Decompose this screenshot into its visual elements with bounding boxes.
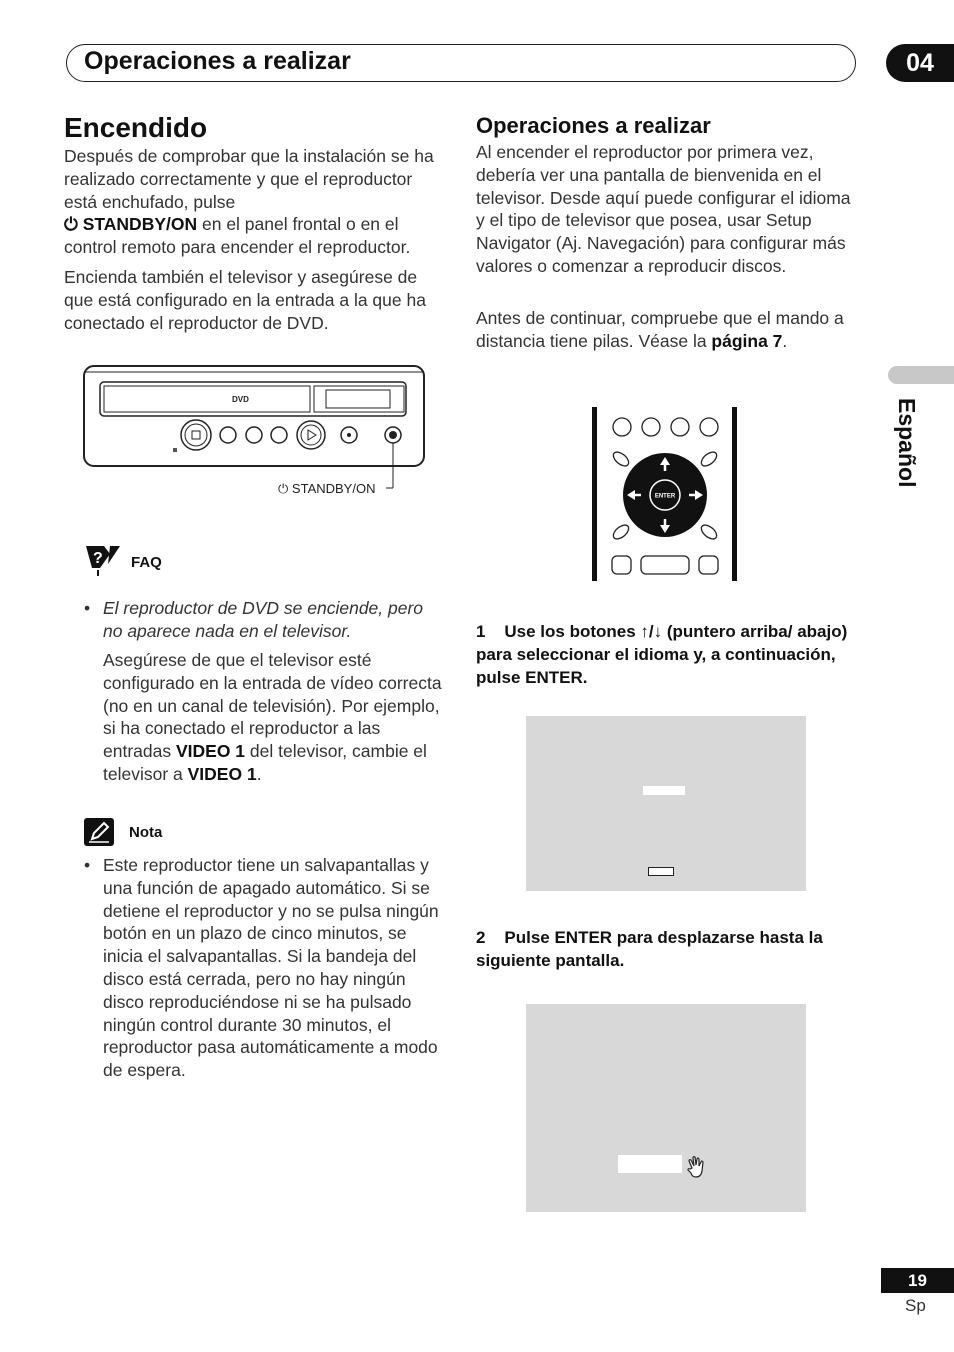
page-lang-code: Sp	[905, 1296, 926, 1315]
step-1-number: 1	[476, 622, 486, 641]
operaciones-paragraph-2	[476, 307, 854, 353]
up-down-arrow-icon: ↑/↓	[640, 622, 663, 641]
faq-answer-b: del televisor, cambie el televisor a	[103, 741, 427, 784]
dvd-player-illustration	[82, 360, 428, 500]
power-icon: ⏻	[64, 214, 78, 235]
player-logo: DVD	[232, 395, 249, 404]
step-1-text-b: (puntero arriba/ abajo) para seleccionar el idioma y, a continuación, pulse ENTER.	[476, 622, 848, 687]
note-icon	[84, 818, 114, 846]
next-button-highlight	[618, 1155, 682, 1173]
section-title-encendido: Encendido	[64, 112, 208, 143]
para2-text-b: .	[782, 330, 788, 351]
para1-text-b: en el panel frontal o en el control remoto para encender el reproductor.	[64, 214, 411, 258]
para1-text-a: Después de comprobar que la instalación se ha realizado correctamente y que el reproductor está enchufado, pulse	[64, 146, 434, 212]
svg-text:?: ?	[93, 550, 103, 567]
step-2-text: Pulse ENTER para desplazarse hasta la siguiente pantalla.	[476, 928, 823, 970]
nota-text: Este reproductor tiene un salvapantallas y una función de apagado automático. Si se detiene el reproductor y no se pulsa ningún botón en un plazo de cinco minutos, se inicia el salvapantallas. Si la bandeja del disco está cerrada, pero no hay ningún disco reproduciéndose ni se ha pulsado ningún control durante 30 minutos, el reproductor pasa automáticamente a modo de espera.	[103, 855, 439, 1081]
faq-question: El reproductor de DVD se enciende, pero no aparece nada en el televisor.	[103, 598, 424, 641]
language-highlight-bar	[643, 786, 685, 795]
step-2	[476, 926, 856, 972]
faq-answer-c: .	[256, 763, 262, 784]
faq-label: FAQ	[131, 554, 162, 571]
tv-screen-next	[526, 1004, 806, 1212]
nota-bullet: •	[84, 855, 91, 875]
step-2-number: 2	[476, 928, 486, 947]
standby-on-label: STANDBY/ON	[291, 481, 376, 496]
remote-enter-label: ENTER	[654, 493, 676, 500]
standby-on-callout	[278, 481, 375, 497]
faq-answer	[103, 649, 445, 786]
chapter-number: 04	[886, 44, 954, 82]
remote-control-illustration	[590, 405, 740, 583]
faq-answer-video1-a: VIDEO 1	[175, 741, 246, 762]
faq-icon	[84, 542, 124, 578]
section-title-operaciones: Operaciones a realizar	[476, 113, 711, 138]
page-number: 19	[881, 1268, 954, 1293]
enter-button-outline	[648, 867, 674, 876]
standby-power-icon: ⏻	[278, 481, 289, 496]
header-title: Operaciones a realizar	[84, 47, 351, 75]
faq-bullet: •	[84, 598, 91, 618]
nota-label: Nota	[129, 824, 163, 841]
language-label: Español	[894, 398, 920, 488]
standby-on-bold: STANDBY/ON	[82, 214, 198, 235]
page-reference: página 7	[711, 330, 783, 351]
faq-icon-graphic	[84, 542, 124, 578]
dvd-player-drawing	[82, 360, 428, 500]
hand-pointer-graphic	[686, 1154, 708, 1180]
faq-answer-a: Asegúrese de que el televisor esté configurado en la entrada de vídeo correcta (no en un canal de televisión). Por ejemplo, si ha conectado el reproductor a las entradas	[103, 650, 442, 762]
hand-pointer-icon	[686, 1154, 708, 1180]
pencil-icon	[84, 818, 114, 846]
remote-control-drawing	[590, 405, 740, 583]
operaciones-paragraph-1: Al encender el reproductor por primera vez, debería ver una pantalla de bienvenida en el televisor. Desde aquí puede configurar el idioma y el tipo de televisor que posea, usar Setup Navigator (Aj. Navegación) para configurar más valores o comenzar a reproducir discos.	[476, 142, 851, 276]
para2-text-a: Antes de continuar, compruebe que el mando a distancia tiene pilas. Véase la	[476, 308, 844, 351]
step-1	[476, 620, 856, 689]
faq-answer-video1-b: VIDEO 1	[187, 763, 257, 784]
encendido-paragraph-1	[64, 145, 446, 259]
encendido-paragraph-2: Encienda también el televisor y asegúrese de que está configurado en la entrada a la que ha conectado el reproductor de DVD.	[64, 267, 426, 333]
tv-screen-language	[526, 716, 806, 891]
language-tab	[888, 366, 954, 384]
step-1-text-a: Use los botones	[504, 622, 641, 641]
